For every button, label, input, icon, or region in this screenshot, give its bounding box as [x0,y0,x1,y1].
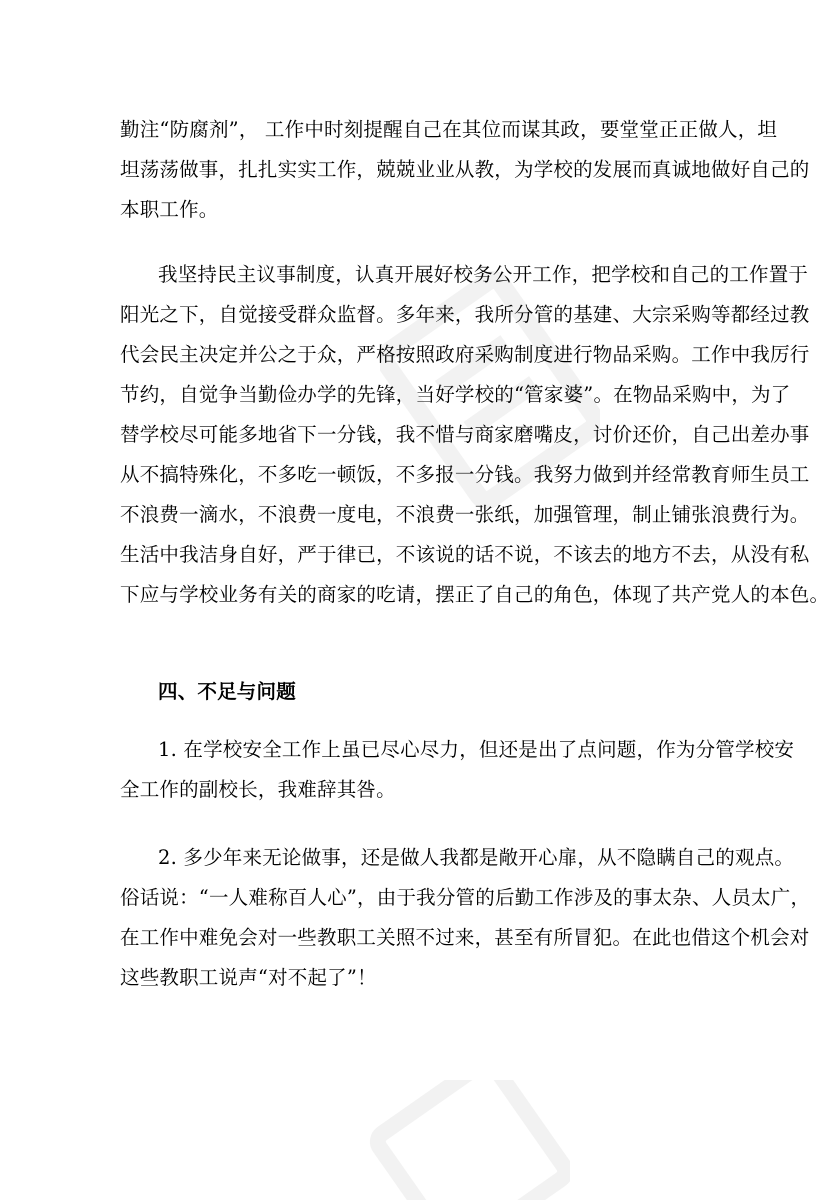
paragraph-line: 本职工作。 [120,198,219,221]
paragraph-line: 全工作的副校长，我难辞其咎。 [120,778,396,801]
watermark-graphic-bottom [350,1080,570,1200]
paragraph-line: 下应与学校业务有关的商家的吃请，摆正了自己的角色，体现了共产党人的本色。 [120,583,830,606]
paragraph-line: 2. 多少年来无论做事，还是做人我都是敞开心扉，从不隐瞒自己的观点。 [158,846,795,869]
paragraph-line: 坦荡荡做事，扎扎实实工作，兢兢业业从教，为学校的发展而真诚地做好自己的 [120,158,810,181]
paragraph-line: 生活中我洁身自好，严于律已，不该说的话不说，不该去的地方不去，从没有私 [120,543,810,566]
paragraph-line: 替学校尽可能多地省下一分钱，我不惜与商家磨嘴皮，讨价还价，自己出差办事 [120,423,810,446]
paragraph-line: 勤注“防腐剂”， 工作中时刻提醒自己在其位而谋其政，要堂堂正正做人，坦 [120,118,778,141]
paragraph-line: 不浪费一滴水，不浪费一度电，不浪费一张纸，加强管理，制止铺张浪费行为。 [120,503,810,526]
paragraph-line: 代会民主决定并公之于众，严格按照政府采购制度进行物品采购。工作中我厉行 [120,343,810,366]
paragraph-line: 从不搞特殊化，不多吃一顿饭，不多报一分钱。我努力做到并经常教育师生员工 [120,463,810,486]
paragraph-line: 在工作中难免会对一些教职工关照不过来，甚至有所冒犯。在此也借这个机会对 [120,926,810,949]
paragraph-line: 我坚持民主议事制度，认真开展好校务公开工作，把学校和自己的工作置于 [158,263,809,286]
paragraph-line: 这些教职工说声“对不起了”！ [120,966,377,989]
paragraph-line: 阳光之下，自觉接受群众监督。多年来，我所分管的基建、大宗采购等都经过教 [120,303,810,326]
paragraph-line: 节约，自觉争当勤俭办学的先锋，当好学校的“管家婆”。在物品采购中，为了 [120,383,791,406]
section-heading: 四、不足与问题 [158,680,296,703]
paragraph-line: 俗话说：“一人难称百人心”，由于我分管的后勤工作涉及的事太杂、人员太广， [120,886,811,909]
paragraph-line: 1. 在学校安全工作上虽已尽心尽力，但还是出了点问题，作为分管学校安 [158,738,795,761]
